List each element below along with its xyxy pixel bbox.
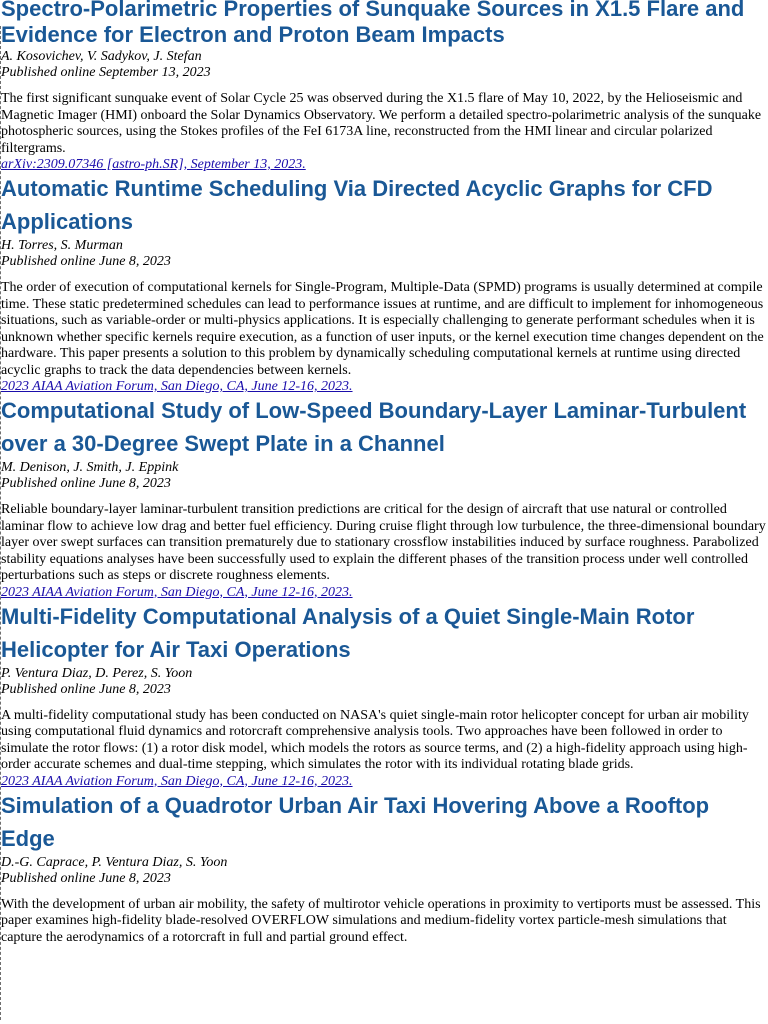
publication-venue-link[interactable]: 2023 AIAA Aviation Forum, San Diego, CA, June 12-16, 2023. xyxy=(1,773,353,789)
publication-abstract: A multi-fidelity computational study has been conducted on NASA's quiet single-main rotor helicopter concept for urban air mobility using computational fluid dynamics and rotorcraft comprehensive analysis tools. Two approaches have been followed in order to simulate the rotor flows: (1) a rotor disk model, which models the rotors as source terms, and (2) a high-fidelity approach using high-order accurate schemes and dual-time stepping, which simulates the rotor with its individual rotating blade grids. xyxy=(1,707,749,772)
publication-venue-link[interactable]: arXiv:2309.07346 [astro-ph.SR], September 13, 2023. xyxy=(1,157,306,172)
publication-title[interactable] xyxy=(1,600,768,666)
publication-title[interactable] xyxy=(1,172,768,238)
publication-item xyxy=(0,394,768,600)
publication-title-link[interactable]: Computational Study of Low-Speed Boundary-Layer Laminar-Turbulent over a 30-Degree Swept Plate in a Channel xyxy=(1,398,747,456)
publication-abstract: The first significant sunquake event of Solar Cycle 25 was observed during the X1.5 flare of May 10, 2022, by the Helioseismic and Magnetic Imager (HMI) onboard the Solar Dynamics Observatory. We perform a detailed spectro-polarimetric analysis of the sunquake photospheric sources, using the Stokes profiles of the FeI 6173A line, reconstructed from the HMI linear and circular polarized filtergrams. xyxy=(1,91,762,156)
publication-venue-link[interactable]: 2023 AIAA Aviation Forum, San Diego, CA, June 12-16, 2023. xyxy=(1,584,353,600)
publication-item xyxy=(0,0,768,172)
publication-authors: A. Kosovichev, V. Sadykov, J. Stefan xyxy=(1,49,202,64)
publication-item xyxy=(0,789,768,947)
publication-abstract: With the development of urban air mobility, the safety of multirotor vehicle operations in proximity to vertiports must be assessed. This paper examines high-fidelity blade-resolved OVERFLOW simulations and medium-fidelity vortex particle-mesh simulations that capture the aerodynamics of a rotorcraft in full and partial ground effect. xyxy=(1,896,761,945)
publication-title[interactable] xyxy=(1,394,768,460)
publication-venue-link[interactable]: 2023 AIAA Aviation Forum, San Diego, CA, June 12-16, 2023. xyxy=(1,379,353,394)
publication-title[interactable] xyxy=(1,789,768,855)
publication-date: Published online June 8, 2023 xyxy=(1,681,171,697)
publication-item xyxy=(0,600,768,789)
publication-authors: H. Torres, S. Murman xyxy=(1,238,123,253)
publication-title-link[interactable]: Automatic Runtime Scheduling Via Directed Acyclic Graphs for CFD Applications xyxy=(1,176,713,234)
publication-date: Published online June 8, 2023 xyxy=(1,870,171,886)
publication-date: Published online June 8, 2023 xyxy=(1,254,171,269)
publication-abstract: Reliable boundary-layer laminar-turbulent transition predictions are critical for the design of aircraft that use natural or controlled laminar flow to achieve low drag and better fuel efficiency. During cruise flight through low turbulence, the three-dimensional boundary layer over swept surfaces can transition prematurely due to stationary crossflow instabilities induced by surface roughness. Parabolized stability equations analyses have been successfully used to explain the different phases of the transition process under well controlled perturbations such as steps or discrete roughness elements. xyxy=(1,502,766,583)
publication-title-link[interactable]: Multi-Fidelity Computational Analysis of a Quiet Single-Main Rotor Helicopter for Air Taxi Operations xyxy=(1,603,695,662)
publication-abstract: The order of execution of computational kernels for Single-Program, Multiple-Data (SPMD) programs is usually determined at compile time. These static predetermined schedules can lead to performance issues at runtime, and are difficult to implement for inhomogeneous situations, such as variable-order or multi-physics applications. It is especially challenging to generate performant schedules when it is unknown whether specific kernels require execution, as a function of user inputs, or the kernel execution time changes dependent on the hardware. This paper presents a solution to this problem by dynamically scheduling computational kernels at runtime using directed acyclic graphs to track the data dependencies between kernels. xyxy=(1,280,764,378)
publication-title[interactable] xyxy=(1,0,768,48)
publication-title-link[interactable]: Simulation of a Quadrotor Urban Air Taxi Hovering Above a Rooftop Edge xyxy=(1,792,710,851)
publication-item xyxy=(0,172,768,394)
publication-date: Published online September 13, 2023 xyxy=(1,65,211,80)
publication-authors: D.-G. Caprace, P. Ventura Diaz, S. Yoon xyxy=(1,854,228,870)
focus-outline xyxy=(0,26,1,1020)
publication-authors: P. Ventura Diaz, D. Perez, S. Yoon xyxy=(1,665,193,681)
publication-title-link[interactable]: Spectro-Polarimetric Properties of Sunquake Sources in X1.5 Flare and Evidence for Electron and Proton Beam Impacts xyxy=(1,0,745,47)
publication-authors: M. Denison, J. Smith, J. Eppink xyxy=(1,460,179,475)
publication-date: Published online June 8, 2023 xyxy=(1,476,171,491)
